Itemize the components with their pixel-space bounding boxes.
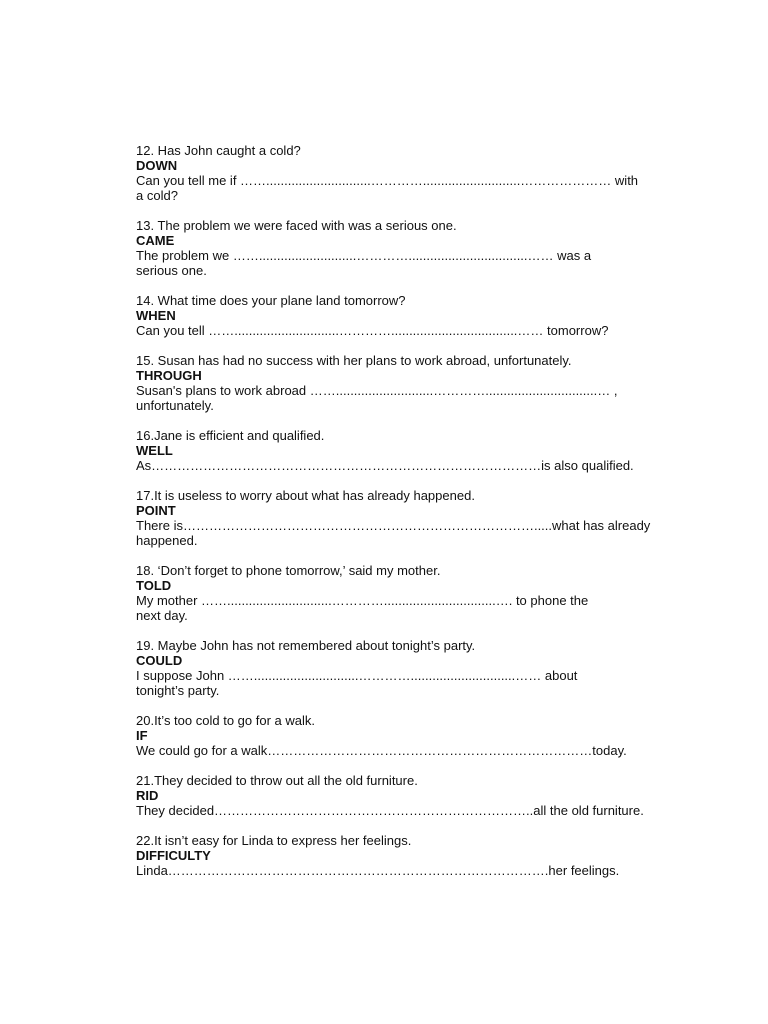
question-text: 15. Susan has had no success with her plans to work abroad, unfortunately. <box>136 353 572 368</box>
question-text: 21.They decided to throw out all the old furniture. <box>136 773 418 788</box>
exercise-item-13 <box>136 218 676 278</box>
answer-line: Can you tell …….............................…………...................................…… tomorrow? <box>136 323 609 338</box>
question-text: 18. ‘Don’t forget to phone tomorrow,’ said my mother. <box>136 563 441 578</box>
question-text: 20.It’s too cold to go for a walk. <box>136 713 315 728</box>
keyword: DOWN <box>136 158 178 173</box>
keyword: WHEN <box>136 308 176 323</box>
worksheet <box>136 143 676 893</box>
answer-line: Can you tell me if …….............................…………...........................………………… with <box>136 173 639 188</box>
answer-line: serious one. <box>136 263 207 278</box>
exercise-item-12 <box>136 143 676 203</box>
keyword: RID <box>136 788 159 803</box>
exercise-item-20 <box>136 713 676 758</box>
question-text: 19. Maybe John has not remembered about tonight’s party. <box>136 638 476 653</box>
answer-line: next day. <box>136 608 188 623</box>
keyword: WELL <box>136 443 173 458</box>
answer-line: We could go for a walk…………………………………………………………………today. <box>136 743 627 758</box>
question-text: 17.It is useless to worry about what has already happened. <box>136 488 475 503</box>
keyword: TOLD <box>136 578 172 593</box>
exercise-item-18 <box>136 563 676 623</box>
answer-line: My mother …….............................…………...............................…. to phone the <box>136 593 589 608</box>
answer-line: Susan's plans to work abroad ……...........................…………...............................… , <box>136 383 618 398</box>
answer-line: As………………………………………………………………………………is also qualified. <box>136 458 634 473</box>
keyword: DIFFICULTY <box>136 848 211 863</box>
keyword: IF <box>136 728 148 743</box>
answer-line: I suppose John …….............................………….............................…… about <box>136 668 578 683</box>
answer-line: a cold? <box>136 188 178 203</box>
answer-line: Linda…………………………………………………………………………….her feelings. <box>136 863 620 878</box>
exercise-item-17 <box>136 488 676 548</box>
keyword: POINT <box>136 503 176 518</box>
exercise-item-15 <box>136 353 676 413</box>
question-text: 14. What time does your plane land tomorrow? <box>136 293 406 308</box>
keyword: CAME <box>136 233 175 248</box>
exercise-item-22 <box>136 833 676 878</box>
answer-line: The problem we ……...........................………….................................…… was a <box>136 248 592 263</box>
keyword: COULD <box>136 653 183 668</box>
exercise-item-14 <box>136 293 676 338</box>
question-text: 13. The problem we were faced with was a serious one. <box>136 218 457 233</box>
answer-line: tonight’s party. <box>136 683 220 698</box>
answer-line: unfortunately. <box>136 398 214 413</box>
answer-line: happened. <box>136 533 198 548</box>
exercise-item-19 <box>136 638 676 698</box>
keyword: THROUGH <box>136 368 202 383</box>
question-text: 12. Has John caught a cold? <box>136 143 301 158</box>
exercise-item-21 <box>136 773 676 818</box>
answer-line: There is……………………………………………………………………….....what has already <box>136 518 651 533</box>
answer-line: They decided………………………………………………………………..all the old furniture. <box>136 803 644 818</box>
exercise-item-16 <box>136 428 676 473</box>
question-text: 16.Jane is efficient and qualified. <box>136 428 325 443</box>
question-text: 22.It isn’t easy for Linda to express her feelings. <box>136 833 412 848</box>
